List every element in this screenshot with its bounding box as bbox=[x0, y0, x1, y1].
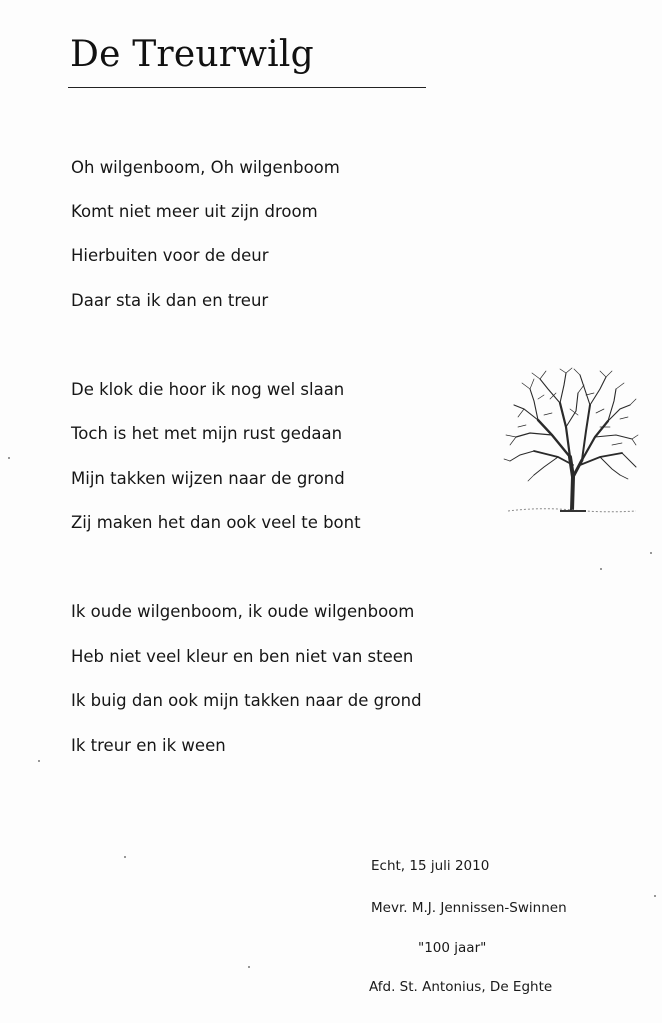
poem-line: Ik treur en ik ween bbox=[71, 736, 226, 755]
poem-line: Ik buig dan ook mijn takken naar de grond bbox=[71, 691, 422, 710]
poem-line: Zij maken het dan ook veel te bont bbox=[71, 513, 361, 532]
scan-speck bbox=[8, 457, 10, 459]
poem-title: De Treurwilg bbox=[70, 34, 314, 75]
poem-line: Daar sta ik dan en treur bbox=[71, 291, 269, 310]
poem-line: Toch is het met mijn rust gedaan bbox=[71, 424, 343, 443]
poem-line: Ik oude wilgenboom, ik oude wilgenboom bbox=[71, 602, 415, 621]
poem-line: Komt niet meer uit zijn droom bbox=[71, 202, 318, 221]
department: Afd. St. Antonius, De Eghte bbox=[369, 979, 553, 995]
tree-illustration-icon bbox=[500, 365, 640, 520]
title-underline bbox=[68, 87, 426, 88]
poem-line: Oh wilgenboom, Oh wilgenboom bbox=[71, 158, 340, 177]
author-age: "100 jaar" bbox=[418, 940, 487, 956]
scan-speck bbox=[248, 966, 250, 968]
scan-speck bbox=[650, 552, 652, 554]
scan-speck bbox=[654, 895, 656, 897]
scan-speck bbox=[124, 856, 126, 858]
poem-line: Hierbuiten voor de deur bbox=[71, 246, 269, 265]
poem-line: De klok die hoor ik nog wel slaan bbox=[71, 380, 345, 399]
poem-line: Mijn takken wijzen naar de grond bbox=[71, 469, 345, 488]
poem-line: Heb niet veel kleur en ben niet van steen bbox=[71, 647, 414, 666]
scan-speck bbox=[38, 760, 40, 762]
place-date: Echt, 15 juli 2010 bbox=[371, 858, 490, 874]
author-name: Mevr. M.J. Jennissen-Swinnen bbox=[371, 900, 567, 916]
scan-speck bbox=[600, 568, 602, 570]
